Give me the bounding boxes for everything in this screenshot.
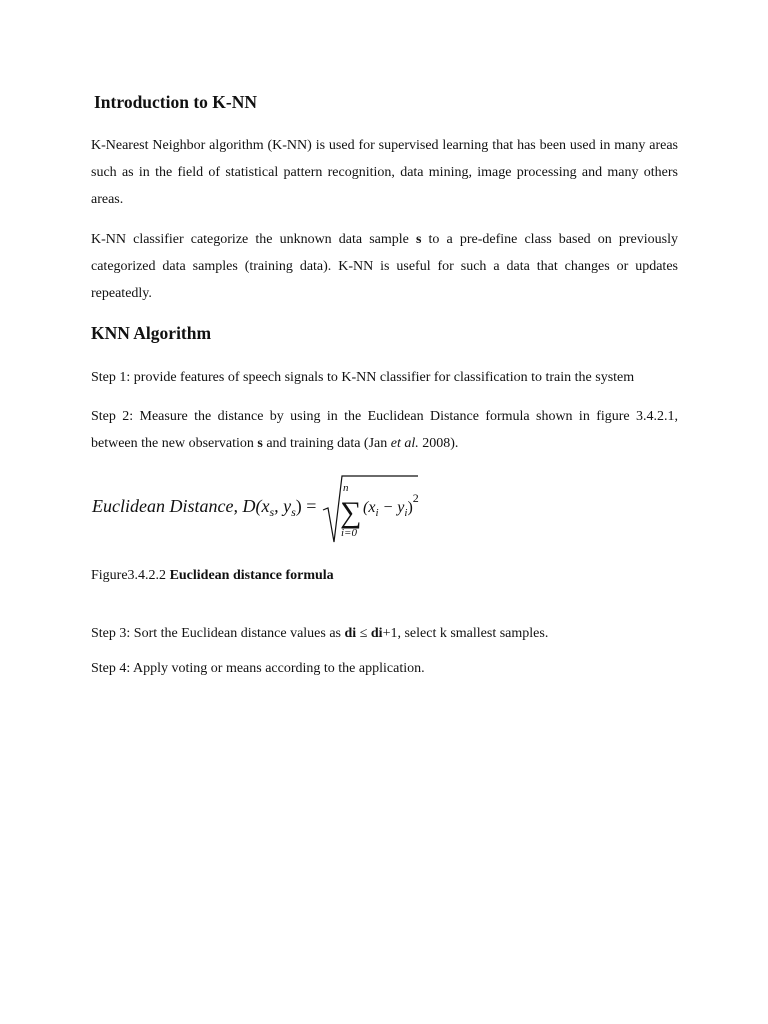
svg-text:Euclidean Distance, D(xs, ys) bbox=[91, 496, 316, 519]
bold-run: s bbox=[257, 436, 263, 451]
bold-run: di bbox=[370, 626, 383, 641]
text-run: ≤ bbox=[356, 626, 371, 641]
figure-caption bbox=[91, 562, 334, 589]
text-run: 2008). bbox=[418, 436, 459, 451]
intro-paragraph-1: K-Nearest Neighbor algorithm (K-NN) is used for supervised learning that has been used in many areas such as in the field of statistical pattern recognition, data mining, image processing and many others areas. bbox=[91, 138, 678, 207]
section-heading-intro: Introduction to K-NN bbox=[94, 92, 258, 112]
text-run: K-NN classifier categorize the unknown data sample bbox=[91, 232, 416, 247]
step-1: Step 1: provide features of speech signals to K-NN classifier for classification to train the system bbox=[91, 370, 635, 385]
summation-sign: ∑ bbox=[340, 496, 362, 529]
text-run: and training data (Jan bbox=[262, 436, 391, 451]
svg-text:(xi − yi)2 bbox=[363, 491, 419, 519]
intro-paragraph-2 bbox=[91, 226, 678, 307]
sum-lower-limit: i=0 bbox=[341, 527, 357, 539]
formula-comma: , y bbox=[274, 496, 292, 516]
text-run: +1, select k smallest samples. bbox=[382, 626, 549, 641]
text-run: Step 3: Sort the Euclidean distance values as bbox=[91, 626, 345, 641]
formula-sub: s bbox=[291, 505, 296, 519]
sum-upper-limit: n bbox=[343, 482, 349, 494]
formula-sub: i bbox=[404, 507, 408, 519]
caption-title: Euclidean distance formula bbox=[169, 568, 334, 583]
caption-prefix: Figure3.4.2.2 bbox=[91, 568, 170, 583]
formula-lhs: Euclidean Distance, D(x bbox=[92, 496, 270, 516]
section-heading-algorithm: KNN Algorithm bbox=[91, 323, 212, 343]
bold-run: s bbox=[415, 232, 422, 247]
formula-minus: − y bbox=[378, 499, 405, 516]
bold-run: di bbox=[344, 626, 357, 641]
italic-run: et al. bbox=[390, 436, 419, 451]
formula-term: (x bbox=[363, 499, 376, 516]
formula-sub: s bbox=[269, 505, 275, 519]
step-2 bbox=[91, 403, 678, 457]
formula-equals: ) = bbox=[295, 496, 317, 516]
formula-exponent: 2 bbox=[412, 491, 419, 505]
step-4: Step 4: Apply voting or means according to the application. bbox=[91, 661, 425, 676]
step-3 bbox=[91, 620, 678, 647]
formula-sub: i bbox=[375, 507, 379, 519]
text-run: to a pre-define class based on previously categorized data samples (training data). K-NN is useful for such a data that changes or updates repeatedly. bbox=[91, 232, 678, 301]
euclidean-distance-formula bbox=[90, 470, 430, 548]
formula-close: ) bbox=[407, 499, 413, 516]
text-run: Step 2: Measure the distance by using in the Euclidean Distance formula shown in figure 3.4.2.1, between the new observation bbox=[91, 409, 678, 451]
